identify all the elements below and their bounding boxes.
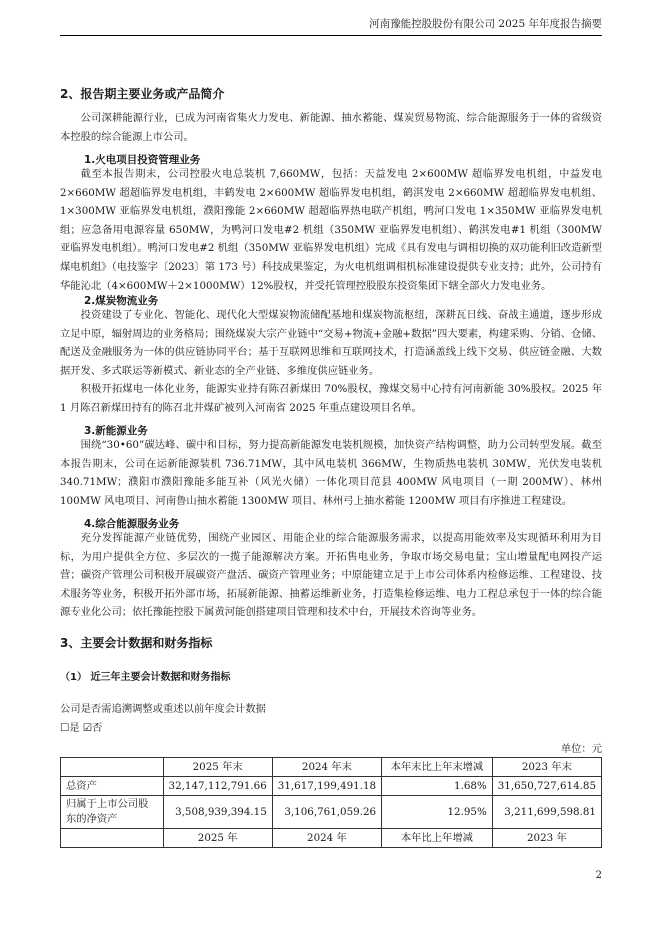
table-cell: 1.68% xyxy=(382,777,493,796)
section-2-intro: 公司深耕能源行业，已成为河南省集火力发电、新能源、抽水蓄能、煤炭贸易物流、综合能源服务于一体的省级资本控股的综合能源上市公司。 xyxy=(60,112,602,143)
table-cell: 3,211,699,598.81 xyxy=(492,796,601,829)
table-header-cell: 2025 年末 xyxy=(163,758,272,777)
restatement-question: 公司是否需追溯调整或重述以前年度会计数据 xyxy=(60,703,266,715)
table-cell: 31,617,199,491.18 xyxy=(272,777,381,796)
financial-table xyxy=(60,757,602,848)
subsection-title: （1） 近三年主要会计数据和财务指标 xyxy=(60,672,231,683)
new-energy-text: 围绕“30•60”碳达峰、碳中和目标，努力提高新能源发电装机规模，加快资产结构调整，助力公司转型发展。截至本报告期末，公司在运新能源装机 736.71MW，其中风电装机 366MW，生物质热电装机 30MW，光伏发电装机 340.71MW；濮阳市濮阳豫能多能互补（风光火储）一体化项目范县 400MW 风电项目（一期 200MW）、林州 100MW 风电项目、河南鲁山抽水蓄能 1300MW 项目、林州弓上抽水蓄能 1200MW 项目有序推进工程建设。 xyxy=(60,439,602,507)
table-footer-cell: 2023 年 xyxy=(492,829,601,848)
coal-text-2: 积极开拓煤电一体化业务，能源实业持有陈召新煤田 70%股权，豫煤交易中心持有河南新能 30%股权。2025 年 1 月陈召新煤田持有的陈召北井煤矿被列入河南省 2025 年重点建设项目名单。 xyxy=(60,383,602,414)
table-cell: 3,106,761,059.26 xyxy=(272,796,381,829)
coal-text-1: 投资建设了专业化、智能化、现代化大型煤炭物流储配基地和煤炭物流枢纽，深耕瓦日线、奋战主通道，逐步形成立足中原，辐射周边的业务格局；围绕煤炭大宗产业链中“交易+物流+金融+数据”四大要素，构建采购、分销、仓储、配送及金融服务为一体的供应链协同平台；基于互联网思维和互联网技术，打造涵盖线上线下交易、供应链金融、大数据开发、多式联运等新模式、新业态的全产业链、多维度供应链业务。 xyxy=(60,309,602,377)
page-number: 2 xyxy=(595,870,602,881)
row-label: 归属于上市公司股东的净资产 xyxy=(61,796,164,829)
table-footer-cell xyxy=(61,829,164,848)
table-header-cell xyxy=(61,758,164,777)
table-row xyxy=(61,796,602,829)
section-3-title: 3、主要会计数据和财务指标 xyxy=(60,636,213,650)
integrated-title: 4.综合能源服务业务 xyxy=(84,518,180,530)
table-footer-cell: 2025 年 xyxy=(163,829,272,848)
page-header: 河南豫能控股股份有限公司 2025 年年度报告摘要 xyxy=(60,15,602,36)
row-label: 总资产 xyxy=(61,777,164,796)
table-header-cell: 2024 年末 xyxy=(272,758,381,777)
unit-label: 单位：元 xyxy=(560,743,602,755)
table-footer-cell: 2024 年 xyxy=(272,829,381,848)
thermal-text: 截至本报告期末，公司控股火电总装机 7,660MW，包括：天益发电 2×600MW 超临界发电机组，中益发电 2×660MW 超超临界发电机组，丰鹤发电 2×600MW 超临界发电机组，鹤淇发电 2×660MW 超超临界发电机组、1×300MW 亚临界发电机组，濮阳豫能 2×660MW 超超临界热电联产机组，鸭河口发电 1×350MW 亚临界发电机组；应急备用电源容量 650MW，为鸭河口发电#2 机组（350MW 亚临界发电机组）、鹤淇发电#1 机组（300MW 亚临界发电机组）。鸭河口发电#2 机组（350MW 亚临界发电机组）完成《具有发电与调相切换的双功能利旧改造新型煤电机组》（电技鉴字〔2023〕第 173 号）科技成果鉴定，为火电机组调相机标准建设提供专业支持；此外，公司持有华能沁北（4×600MW＋2×1000MW）12%股权，并受托管理控股股东投资集团下辖全部火力发电业务。 xyxy=(60,168,602,292)
restatement-answer: ☐是 ☑否 xyxy=(60,722,103,734)
table-cell: 32,147,112,791.66 xyxy=(163,777,272,796)
thermal-title: 1.火电项目投资管理业务 xyxy=(84,154,201,166)
table-header-cell: 本年末比上年末增减 xyxy=(382,758,493,777)
table-cell: 12.95% xyxy=(382,796,493,829)
table-row xyxy=(61,777,602,796)
table-cell: 3,508,939,394.15 xyxy=(163,796,272,829)
table-header-row xyxy=(61,758,602,777)
table-footer-cell: 本年比上年增减 xyxy=(382,829,493,848)
integrated-text: 充分发挥能源产业链优势，围绕产业园区、用能企业的综合能源服务需求，以提高用能效率及实现循环利用为目标，为用户提供全方位、多层次的一揽子能源解决方案。开拓售电业务，争取市场交易电量；宝山增量配电网投产运营；碳资产管理公司积极开展碳资产盘活、碳资产管理业务；中原能建立足于上市公司体系内检修运维、工程建设、技术服务等业务，积极开拓外部市场，拓展新能源、抽蓄运维新业务，打造集检修运维、电力工程总承包于一体的综合能源专业化公司；依托豫能控股下属黄河能创搭建项目管理和技术中台，开展技术咨询等业务。 xyxy=(60,532,602,619)
table-cell: 31,650,727,614.85 xyxy=(492,777,601,796)
section-2-title: 2、报告期主要业务或产品简介 xyxy=(60,87,225,101)
table-footer-row xyxy=(61,829,602,848)
coal-title: 2.煤炭物流业务 xyxy=(84,295,159,307)
table-header-cell: 2023 年末 xyxy=(492,758,601,777)
new-energy-title: 3.新能源业务 xyxy=(84,425,148,437)
